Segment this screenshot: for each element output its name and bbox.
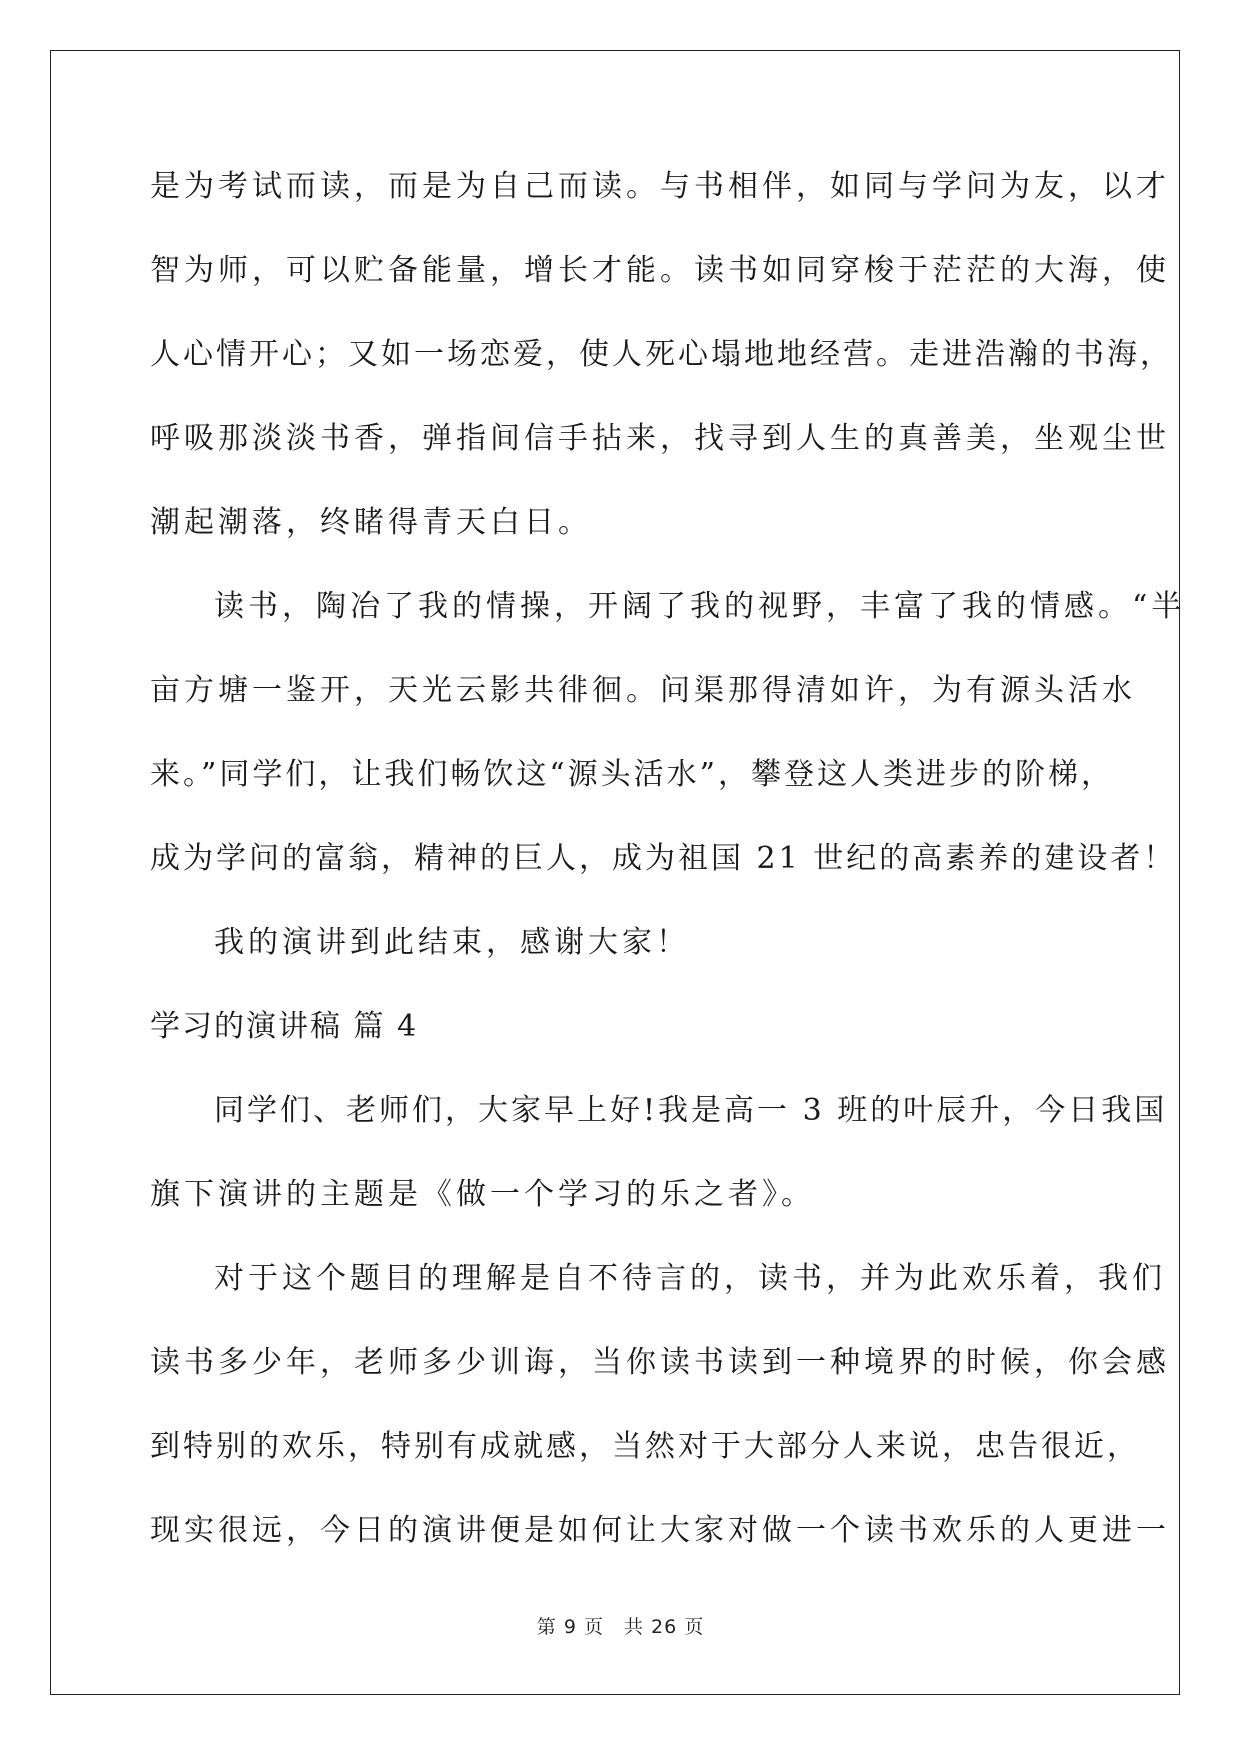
text-line: 旗下演讲的主题是《做一个学习的乐之者》。: [150, 1177, 815, 1212]
text-line: 来。”同学们，让我们畅饮这“源头活水”，攀登这人类进步的阶梯，: [150, 757, 1115, 792]
text-line: 人心情开心；又如一场恋爱，使人死心塌地地经营。走进浩瀚的书海，: [150, 337, 1173, 372]
text-line: 对于这个题目的理解是自不待言的，读书，并为此欢乐着，我们: [214, 1261, 1166, 1296]
document-body: [150, 152, 1186, 1580]
text-line: 成为学问的富翁，精神的巨人，成为祖国 21 世纪的高素养的建设者！: [150, 841, 1177, 876]
text-line: 我的演讲到此结束，感谢大家！: [214, 925, 690, 960]
text-line: 智为师，可以贮备能量，增长才能。读书如同穿梭于茫茫的大海，使: [150, 253, 1170, 288]
text-line: 现实很远，今日的演讲便是如何让大家对做一个读书欢乐的人更进一: [150, 1513, 1170, 1548]
text-line: 潮起潮落，终睹得青天白日。: [150, 505, 592, 540]
text-line: 是为考试而读，而是为自己而读。与书相伴，如同与学问为友，以才: [150, 169, 1170, 204]
section-heading: 学习的演讲稿 篇 4: [150, 1009, 419, 1044]
text-line: 亩方塘一鉴开，天光云影共徘徊。问渠那得清如许，为有源头活水: [150, 673, 1136, 708]
text-line: 到特别的欢乐，特别有成就感，当然对于大部分人来说，忠告很近，: [150, 1429, 1140, 1464]
page-number-footer: 第 9 页 共 26 页: [536, 1616, 705, 1638]
text-line: 读书多少年，老师多少训诲，当你读书读到一种境界的时候，你会感: [150, 1345, 1170, 1380]
text-line: 同学们、老师们，大家早上好!我是高一 3 班的叶辰升，今日我国: [214, 1093, 1168, 1128]
text-line: 呼吸那淡淡书香，弹指间信手拈来，找寻到人生的真善美，坐观尘世: [150, 421, 1170, 456]
text-line: 读书，陶冶了我的情操，开阔了我的视野，丰富了我的情感。“半: [214, 589, 1186, 624]
